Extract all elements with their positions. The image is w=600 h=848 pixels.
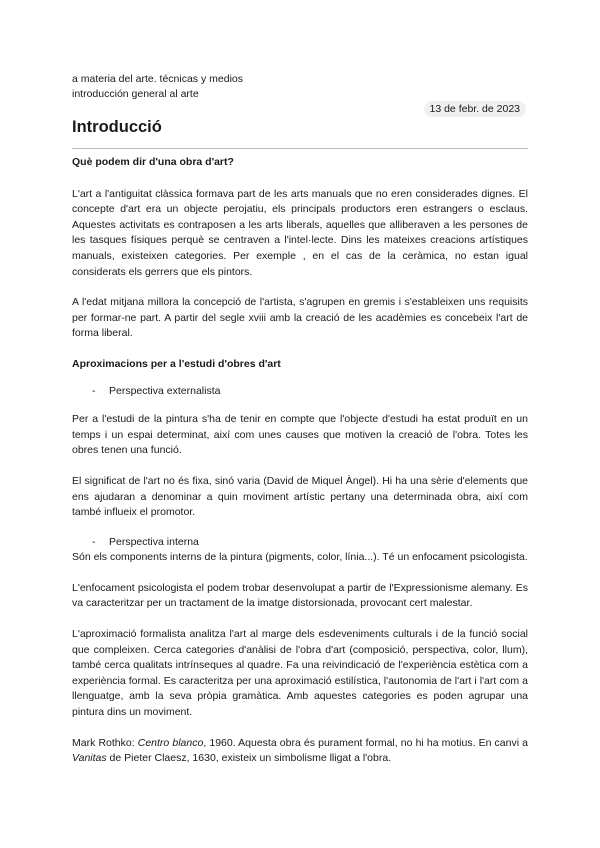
rothko-text: , 1960. Aquesta obra és purament formal, no hi ha motius. En canvi a xyxy=(203,736,529,749)
title-divider xyxy=(72,148,528,149)
paragraph-7: L'aproximació formalista analitza l'art al marge dels esdeveniments culturals i de la funció social que compleixen. Cerca categories d'anàlisi de l'obra d'art (composició, perspectiva, color, llum), també cerca qualitats intrínseques al quadre. Fa una reivindicació de l'experiència estètica com a experiència formal. Es caracteritza per una aproximació estilística, l'autonomia de l'art i l'art com a llenguatge, amb la seva pròpia gramàtica. Amb aquestes categories es poden agrupar una pintura dins un moviment. xyxy=(72,628,528,719)
rothko-intro: Mark Rothko: xyxy=(72,736,138,749)
page-title: Introducció xyxy=(72,118,162,136)
date-badge: 13 de febr. de 2023 xyxy=(424,101,527,117)
paragraph-2: A l'edat mitjana millora la concepció de l'artista, s'agrupen en gremis i s'estableixen uns requisits per formar-ne part. A partir del segle xviii amb la creació de les acadèmies es concebeix l'art de forma liberal. xyxy=(72,296,528,340)
paragraph-8 xyxy=(72,736,528,767)
paragraph-4: El significat de l'art no és fixa, sinó varia (David de Miquel Àngel). Hi ha una sèrie d'elements que ens ajudaran a denominar a quin moviment artístic pertany una determinada obra, així com també influeix el promotor. xyxy=(72,474,528,519)
bullet-item-interna xyxy=(72,535,528,551)
paragraph-5: Són els components interns de la pintura (pigments, color, línia...). Té un enfocament psicologista. xyxy=(72,551,528,564)
bullet-dash: - xyxy=(92,535,96,548)
work-title-vanitas: Vanitas xyxy=(72,752,107,765)
paragraph-6: L'enfocament psicologista el podem trobar desenvolupat a partir de l'Expressionisme alemany. Es va caracteritzar per un tractament de la imatge distorsionada, provocant cert malestar. xyxy=(72,581,528,610)
paragraph-3: Per a l'estudi de la pintura s'ha de tenir en compte que l'objecte d'estudi ha estat produït en un temps i un espai determinat, així com unes causes que motiven la creació de l'obra. Totes les obres tenen una funció. xyxy=(72,413,528,457)
subject-line-1: a materia del arte. técnicas y medios xyxy=(72,73,243,85)
bullet-label: Perspectiva interna xyxy=(109,535,199,548)
bullet-label: Perspectiva externalista xyxy=(109,384,221,397)
paragraph-1: L'art a l'antiguitat clàssica formava part de les arts manuals que no eren considerades dignes. El concepte d'art era un objecte perojatiu, els principals productors eren estrangers o esclaus. Aquestes activitats es contraposen a les arts liberals, aquelles que alliberaven a les persones de les tasques físiques perquè se centraven a l'intel·lecte. Dins les mateixes creacions artístiques manuals, existeixen categories. Per exemple , en el cas de la ceràmica, no estan igual considerats els gerrers que els pintors. xyxy=(72,187,528,278)
subject-line-2: introducción general al arte xyxy=(72,88,199,100)
subject-header xyxy=(72,72,243,102)
bullet-dash: - xyxy=(92,384,96,397)
bullet-item-externalista xyxy=(72,384,528,400)
work-title-centro-blanco: Centro blanco xyxy=(137,736,204,749)
section-heading-2: Aproximacions per a l'estudi d'obres d'art xyxy=(72,357,281,370)
section-heading-1: Què podem dir d'una obra d'art? xyxy=(72,156,234,168)
document-body xyxy=(72,151,528,767)
vanitas-text: de Pieter Claesz, 1630, existeix un simbolisme lligat a l'obra. xyxy=(106,752,392,765)
